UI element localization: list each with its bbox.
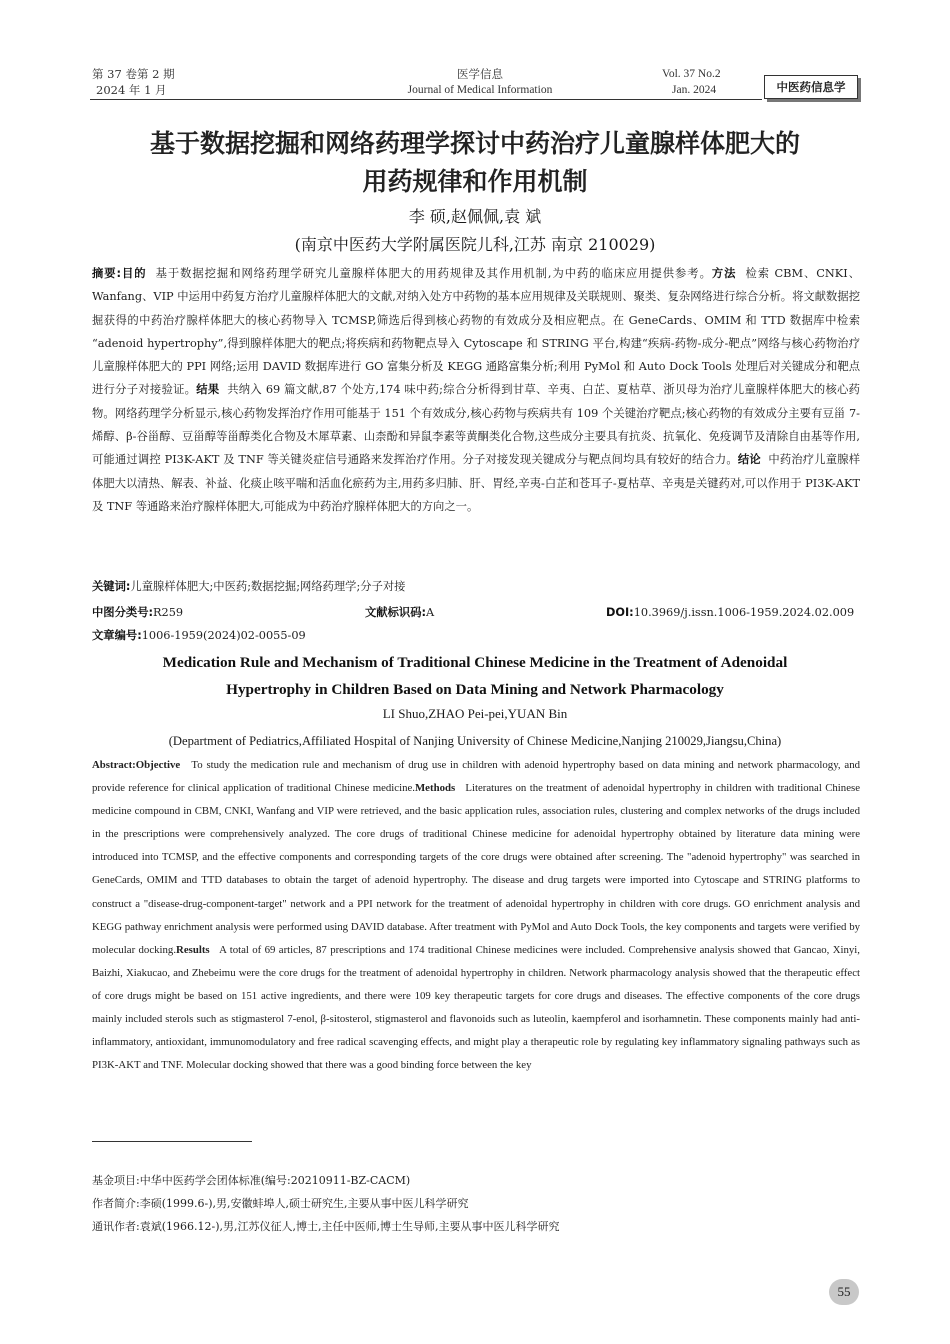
conclusion-label-cn: 结论 [737,453,761,467]
methods-text-cn: 检索 CBM、CNKI、Wanfang、VIP 中运用中药复方治疗儿童腺样体肥大的文献,对纳入处方中药物的基本应用规律及关联规则、聚类、复杂网络进行综合分析。将文献数据挖掘获得的中药治疗腺样体肥大的核心药物导入 TCMSP,筛选后得到核心药物的有效成分及相应靶点。在 GeneCards、OMIM 和 TTD 数据库中检索 “adenoid hypertrophy”,得到腺样体肥大的靶点;将疾病和药物靶点导入 Cytoscape 和 STRING 平台,构建“疾病-药物-成分-靶点”网络与核心药物治疗儿童腺样体肥大的 PPI 网络;运用 DAVID 数据库进行 GO 富集分析及 KEGG 通路富集分析;利用 PyMol 和 Auto Dock Tools 处理后对关键成分和靶点进行分子对接验证。 [92,267,860,397]
affiliation-en: (Department of Pediatrics,Affiliated Hospital of Nanjing University of Chinese Medicine,Nanjing 210029,Jiangsu,China) [168,734,782,748]
footnote-fund: 基金项目:中华中医药学会团体标准(编号:20210911-BZ-CACM) [92,1174,411,1187]
objective-text-en: To study the medication rule and mechanism of drug use in children with adenoid hypertrophy based on data mining and network pharmacology, and provide reference for clinical application of traditional Chinese medicine. [92,759,860,795]
title-en-line1: Medication Rule and Mechanism of Traditional Chinese Medicine in the Treatment of Adenoidal [162,654,788,671]
methods-text-en: Literatures on the treatment of adenoidal hypertrophy in children with traditional Chinese medicine compound in CBM, CNKI, Wanfang and VIP were retrieved, and the basic application rules, association rules, clustering and complex networks of the drugs included in the prescriptions were comprehensively analyzed. The core drugs of traditional Chinese medicine for adenoidal hypertrophy obtained by literature data mining were introduced into TCMSP, and the effective components and corresponding targets of the core drugs were obtained after screening. The "adenoid hypertrophy" was searched in GeneCards, OMIM and TTD databases to obtain the target of adenoid hypertrophy. The disease and drug targets were imported into Cytoscape and STRING platforms to construct a "disease-drug-component-target" network and a PPI network for the treatment of adenoidal hypertrophy in children with core drugs. GO enrichment analysis and KEGG pathway enrichment analysis were performed using DAVID database. After treatment with PyMol and Auto Dock Tools, the key components and targets were verified by molecular docking. [92,782,860,956]
header-volume-cn: 第 37 卷第 2 期 2024 年 1 月 [92,67,175,97]
title-cn-line1: 基于数据挖掘和网络药理学探讨中药治疗儿童腺样体肥大的 [149,129,800,158]
authors-en: LI Shuo,ZHAO Pei-pei,YUAN Bin [382,706,568,721]
objective-label-cn: 目的 [121,267,147,280]
abstract-en-label: Abstract: [92,759,136,771]
objective-label-en: Objective [135,759,181,771]
affiliation-cn: (南京中医药大学附属医院儿科,江苏 南京 210029) [294,235,656,254]
clc-number: 中图分类号:R259 [92,606,184,619]
header-rule [90,99,762,100]
objective-text-cn: 基于数据挖掘和网络药理学研究儿童腺样体肥大的用药规律及其作用机制,为中药的临床应用提供参考。 [155,267,712,280]
abstract-cn [92,262,860,518]
abstract-en [92,754,860,1077]
methods-label-en: Methods [414,782,456,795]
document-code: 文献标识码:A [365,606,435,619]
results-text-cn: 共纳入 69 篇文献,87 个处方,174 味中药;综合分析得到甘草、辛夷、白芷、夏枯草、浙贝母为治疗儿童腺样体肥大的核心药物。网络药理学分析显示,核心药物发挥治疗作用可能基于 151 个有效成分,核心药物与疾病共有 109 个关键治疗靶点;核心药物的有效成分主要有豆甾 7-烯醇、β-谷甾醇、豆甾醇等甾醇类化合物及木犀草素、山柰酚和异鼠李素等黄酮类化合物,这些成分主要具有抗炎、抗氧化、免疫调节及清除自由基等作用,可能通过调控 PI3K-AKT 及 TNF 等关键炎症信号通路来发挥治疗作用。分子对接发现关键成分与靶点间均具有较好的结合力。 [92,383,860,467]
doi: DOI:10.3969/j.issn.1006-1959.2024.02.009 [606,606,855,619]
results-label-cn: 结果 [196,383,220,397]
authors-cn: 李 硕,赵佩佩,袁 斌 [408,207,542,226]
footnote-author: 作者简介:李硕(1999.6-),男,安徽蚌埠人,硕士研究生,主要从事中医儿科学研究 [92,1197,469,1210]
article-number: 文章编号:1006-1959(2024)02-0055-09 [92,629,306,642]
section-badge: 中医药信息学 [764,75,858,99]
keywords: 关键词:儿童腺样体肥大;中医药;数据挖掘;网络药理学;分子对接 [92,580,406,593]
header-volume-en: Vol. 37 No.2 Jan. 2024 [662,68,721,96]
title-en-line2: Hypertrophy in Children Based on Data Mining and Network Pharmacology [226,681,724,698]
results-text-en: A total of 69 articles, 87 prescriptions and 174 traditional Chinese medicines were included. Comprehensive analysis showed that Gancao, Xinyi, Baizhi, Xiakucao, and Zhebeimu were the core drugs for the treatment of adenoidal hypertrophy in children. Network pharmacology analysis showed that the therapeutic effect of core drugs might be based on 151 active ingredients, and there were 109 key therapeutic targets for core drugs and diseases. The effective components of the core drugs mainly included sterols such as stigmasterol 7-enol, β-sitosterol, stigmasterol and flavonoids such as luteolin, kaempferol and isorhamnetin. These components mainly had anti-inflammatory, antioxidant, immunomodulatory and free radical scavenging effects, and might play a therapeutic role by regulating key inflammatory signaling pathways such as PI3K-AKT and TNF. Molecular docking showed that there was a good binding force between the key [92,943,860,1072]
title-cn-line2: 用药规律和作用机制 [362,167,588,196]
abstract-cn-label: 摘要: [92,267,122,280]
conclusion-text-cn: 中药治疗儿童腺样体肥大以清热、解表、补益、化痰止咳平喘和活血化瘀药为主,用药多归肺、肝、胃经,辛夷-白芷和苍耳子-夏枯草、辛夷是关键药对,可以作用于 PI3K-AKT 及 TNF 等通路来治疗腺样体肥大,可能成为中药治疗腺样体肥大的方向之一。 [92,453,860,513]
footnote-corresponding: 通讯作者:袁斌(1966.12-),男,江苏仪征人,博士,主任中医师,博士生导师,主要从事中医儿科学研究 [92,1220,560,1233]
page-number: 55 [829,1279,859,1305]
footnote-rule [92,1141,252,1142]
header-journal: 医学信息 Journal of Medical Information [407,67,553,96]
results-label-en: Results [176,943,210,956]
methods-label-cn: 方法 [711,267,737,280]
